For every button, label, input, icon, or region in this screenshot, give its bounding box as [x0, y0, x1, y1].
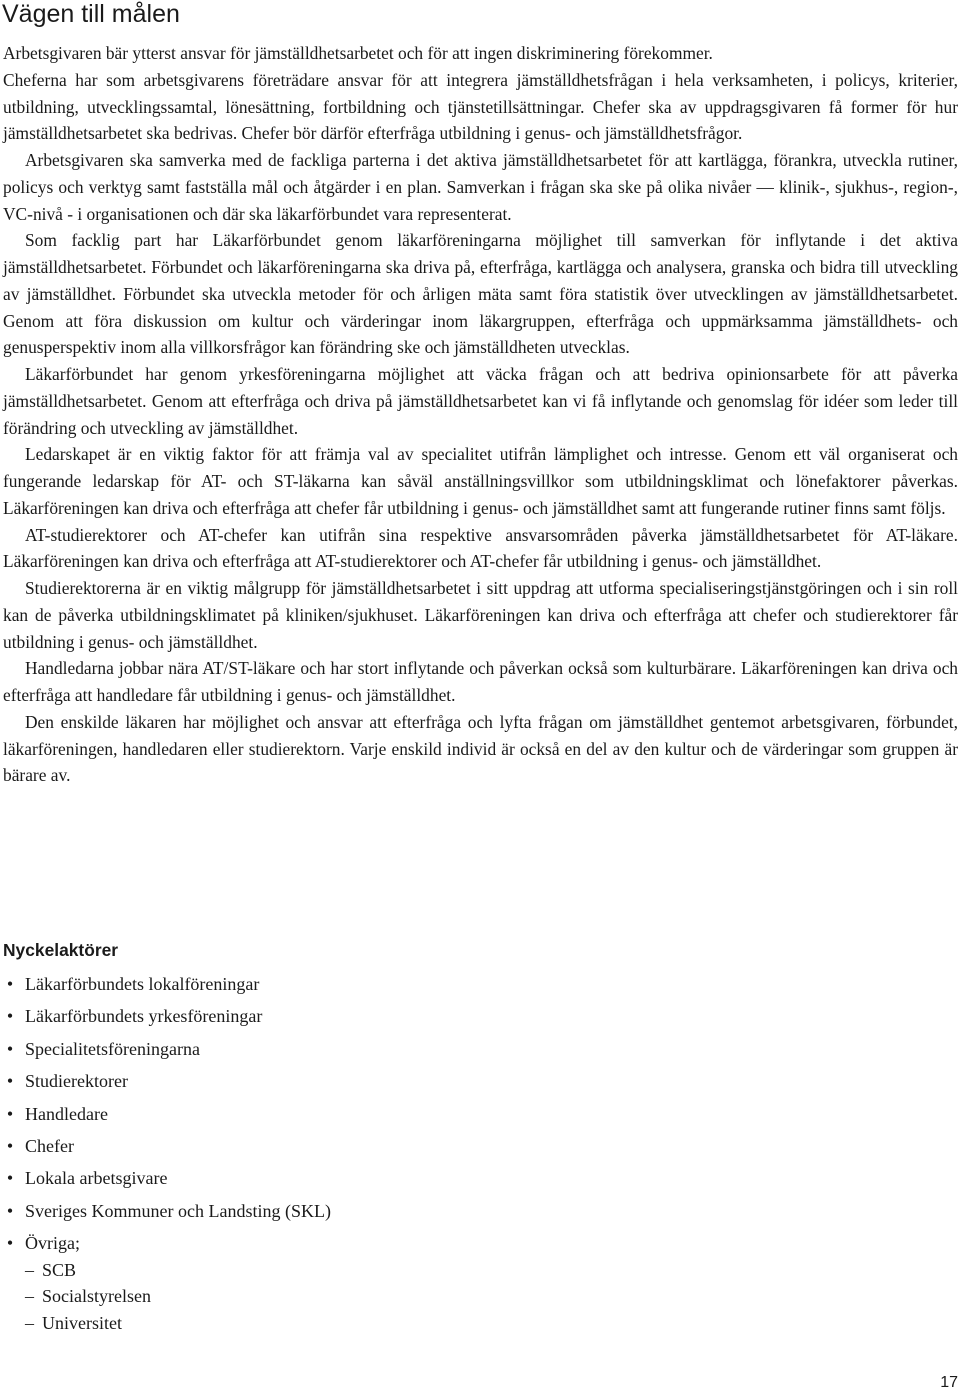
list-item — [3, 1227, 603, 1336]
section-heading: Nyckelaktörer — [3, 940, 119, 960]
list-item — [3, 1195, 603, 1227]
list-item — [3, 1000, 603, 1032]
paragraph: Arbetsgivaren ska samverka med de fackliga parterna i det aktiva jämställdhetsarbetet för att kartlägga, förankra, utveckla rutiner, policys och verktyg samt fastställa mål och åtgärder i en plan. Samverkan i frågan ska ske på olika nivåer — klinik-, sjukhus-, region-, VC-nivå - i organisationen och där ska läkarförbundet vara representerat. — [3, 150, 958, 224]
paragraph: Handledarna jobbar nära AT/ST-läkare och har stort inflytande och påverkan också som kulturbärare. Läkarföreningen kan driva och efterfråga att handledare får utbildning i genus- och jämställdhet. — [3, 658, 958, 705]
list-item — [3, 1098, 603, 1130]
body-text — [3, 40, 958, 789]
list-item — [3, 1033, 603, 1065]
page-title: Vägen till målen — [2, 0, 180, 28]
sub-list-item — [25, 1310, 603, 1337]
list-item — [3, 1162, 603, 1194]
paragraph: Läkarförbundet har genom yrkesföreningarna möjlighet att väcka frågan och att bedriva opinionsarbete för att påverka jämställdhetsarbetet. Genom att efterfråga och driva på jämställdhetsarbetet kan vi få inflytande och genomslag för idéer som leder till förändring och utveckling av jämställdhet. — [3, 364, 958, 438]
key-actors-list — [3, 968, 603, 1336]
bullet-icon: • — [6, 1071, 14, 1092]
paragraph: Som facklig part har Läkarförbundet genom läkarföreningarna möjlighet till samverkan för inflytande i det aktiva jämställdhetsarbetet. Förbundet och läkarföreningarna ska driva på, efterfråga, kartlägga och analysera, granska och bidra till utveckling av jämställdhet. Förbundet ska utveckla metoder för och årligen mäta samt föra statistik över utvecklingen av jämställdhetsarbetet. Genom att föra diskussion om kultur och värderingar inom läkargruppen, efterfråga och uppmärksamma jämställdhets- och genusperspektiv inom alla villkorsfrågor kan förändring ske och jämställdheten utvecklas. — [3, 230, 958, 358]
dash-icon: – — [25, 1312, 34, 1333]
paragraph: Den enskilde läkaren har möjlighet och ansvar att efterfråga och lyfta frågan om jämställdhet gentemot arbetsgivaren, förbundet, läkarföreningen, handledaren eller studierektorn. Varje enskild individ är också en del av den kultur och de värderingar som gruppen är bärare av. — [3, 711, 958, 786]
dash-icon: – — [25, 1286, 34, 1307]
list-item-label: Chefer — [25, 1135, 74, 1156]
list-item-label: Läkarförbundets lokalföreningar — [25, 974, 260, 994]
sub-list-item-label: SCB — [42, 1259, 77, 1280]
bullet-icon: • — [6, 1233, 14, 1254]
list-item — [3, 968, 603, 1000]
list-item-label: Sveriges Kommuner och Landsting (SKL) — [25, 1200, 331, 1221]
sub-list-item — [25, 1283, 603, 1310]
list-item-label: Studierektorer — [25, 1071, 128, 1092]
sub-list-item — [25, 1257, 603, 1284]
paragraph: Studierektorerna är en viktig målgrupp för jämställdhetsarbetet i sitt uppdrag att utforma specialiseringstjänstgöringen och i sin roll kan de påverka utbildningsklimatet på kliniken/sjukhuset. Läkarföreningen kan driva och efterfråga att chefer och studierektorer får utbildning i genus- och jämställdhet. — [3, 578, 958, 652]
bullet-icon: • — [6, 1135, 14, 1156]
page-number: 17 — [940, 1374, 958, 1391]
bullet-icon: • — [6, 1006, 14, 1027]
list-item-label: Lokala arbetsgivare — [25, 1168, 168, 1189]
bullet-icon: • — [6, 1038, 14, 1059]
list-item — [3, 1130, 603, 1162]
paragraph: Cheferna har som arbetsgivarens företrädare ansvar för att integrera jämställdhetsfrågan i hela verksamheten, i policys, kriterier, utbildning, utvecklingssamtal, lönesättning, fortbildning och tjänstetillsättningar. Chefer ska av uppdragsgivaren få former för hur jämställdhetsarbetet ska bedrivas. Chefer bör därför efterfråga utbildning i genus- och jämställdhetsfrågor. — [3, 69, 958, 144]
list-item-label: Övriga; — [25, 1233, 80, 1254]
bullet-icon: • — [6, 1168, 14, 1189]
sub-list — [25, 1257, 603, 1337]
sub-list-item-label: Socialstyrelsen — [42, 1286, 151, 1307]
paragraph: Ledarskapet är en viktig faktor för att främja val av specialitet utifrån lämplighet och intresse. Genom ett väl organiserat och fungerande ledarskap för AT- och ST-läkarna kan såväl anställningsvillkor som utbildningsklimat och lönefaktorer påverkas. Läkarföreningen kan driva och efterfråga att chefer får utbildning i genus- och jämställdhet samt att fungerande rutiner finns samt följs. — [3, 444, 958, 518]
dash-icon: – — [25, 1259, 34, 1280]
list-item — [3, 1065, 603, 1097]
bullet-icon: • — [6, 1103, 14, 1124]
sub-list-item-label: Universitet — [42, 1312, 122, 1333]
list-item-label: Specialitetsföreningarna — [25, 1038, 200, 1059]
list-item-label: Handledare — [25, 1103, 108, 1124]
bullet-icon: • — [6, 1200, 14, 1221]
bullet-icon: • — [6, 974, 14, 994]
paragraph: AT-studierektorer och AT-chefer kan utifrån sina respektive ansvarsområden påverka jämställdhetsarbetet för AT-läkare. Läkarföreningen kan driva och efterfråga att AT-studierektorer och AT-chefer får utbildning i genus- och jämställdhet. — [3, 524, 958, 572]
list-item-label: Läkarförbundets yrkesföreningar — [25, 1006, 263, 1027]
paragraph: Arbetsgivaren bär ytterst ansvar för jämställdhetsarbetet och för att ingen diskriminering förekommer. — [3, 43, 713, 63]
